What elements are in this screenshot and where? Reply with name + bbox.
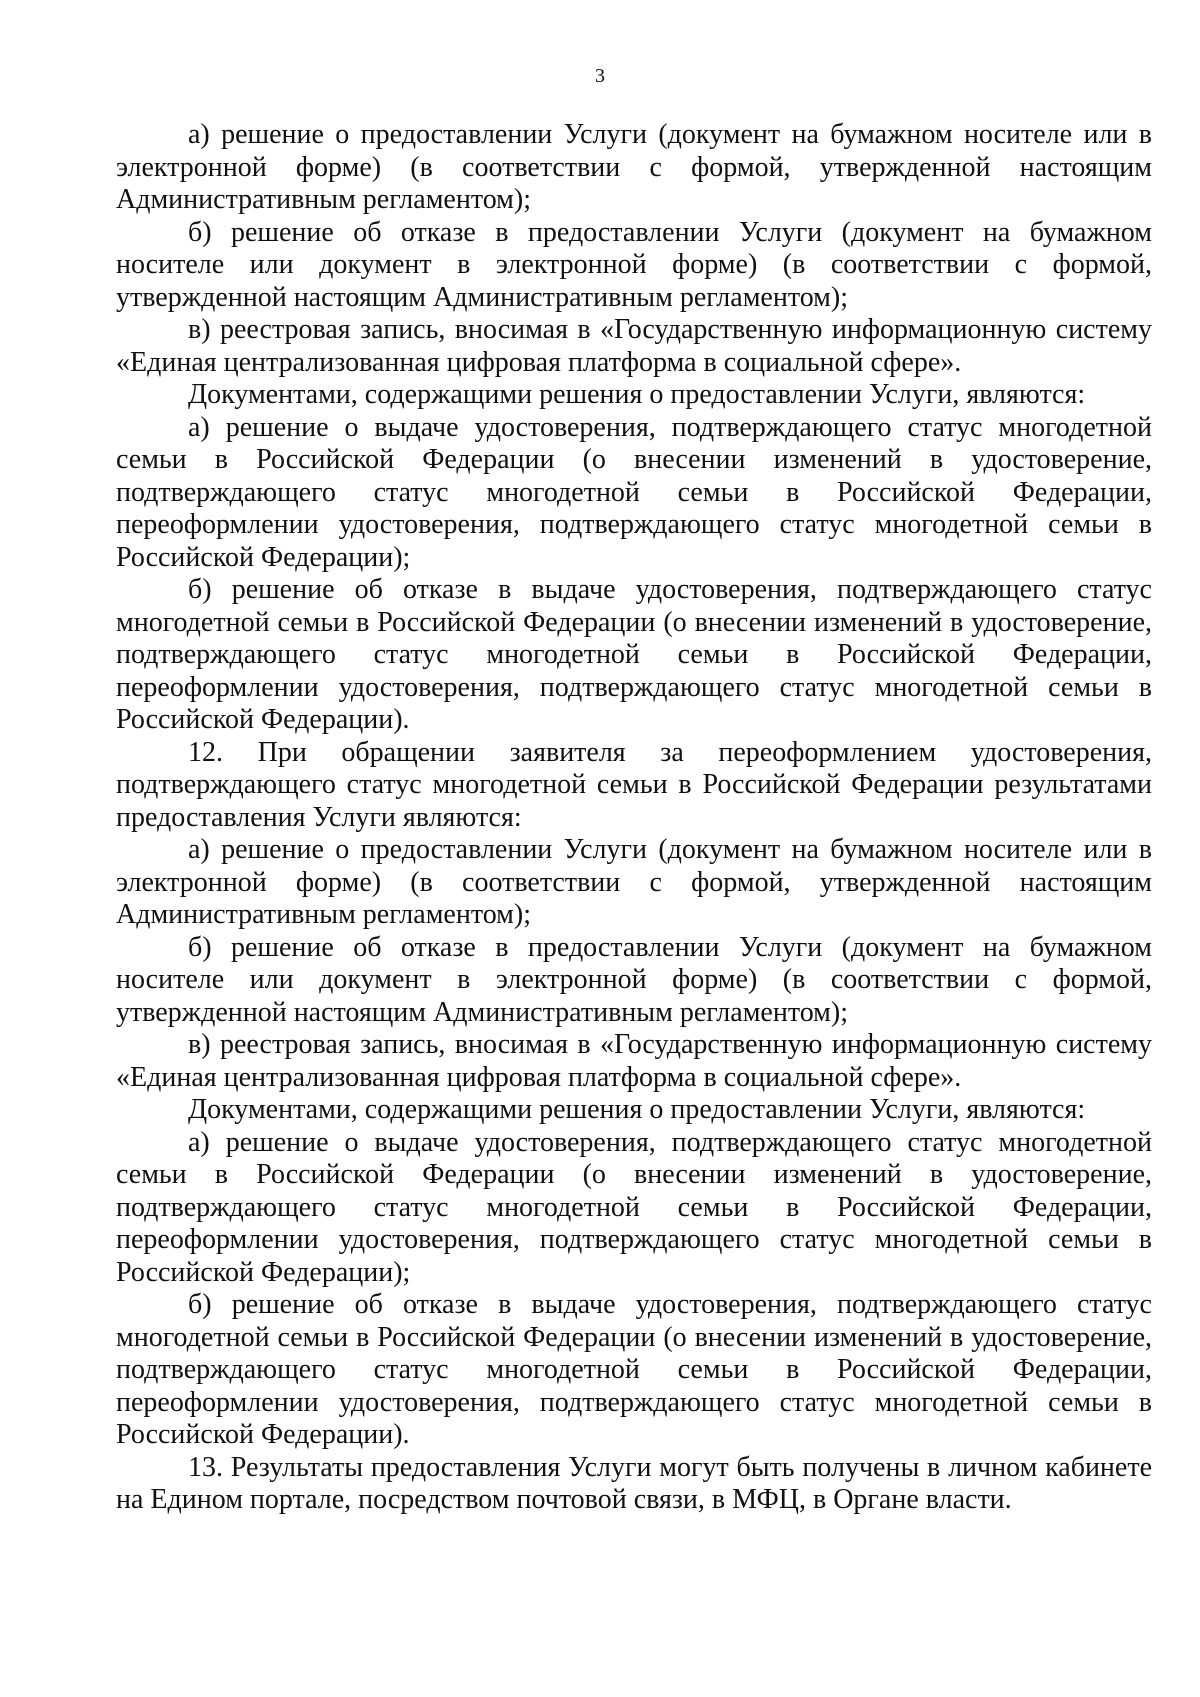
document-body	[116, 119, 1152, 1517]
paragraph-decision-documents-intro: Документами, содержащими решения о предоставлении Услуги, являются:	[188, 379, 1086, 410]
paragraph-item-13: 13. Результаты предоставления Услуги могут быть получены в личном кабинете на Едином портале, посредством почтовой связи, в МФЦ, в Органе власти.	[116, 1451, 1152, 1515]
paragraph-item-12-decision-b: б) решение об отказе в выдаче удостоверения, подтверждающего статус многодетной семьи в Российской Федерации (о внесении изменений в удостоверение, подтверждающего статус многодетной семьи в Российской Федерации, переоформлении удостоверения, подтверждающего статус многодетной семьи в Российской Федерации).	[116, 1289, 1152, 1450]
paragraph-decision-b-refusal: б) решение об отказе в выдаче удостоверения, подтверждающего статус многодетной семьи в Российской Федерации (о внесении изменений в удостоверение, подтверждающего статус многодетной семьи в Российской Федерации, переоформлении удостоверения, подтверждающего статус многодетной семьи в Российской Федерации).	[116, 574, 1152, 735]
paragraph-item-12-result-b: б) решение об отказе в предоставлении Услуги (документ на бумажном носителе или документ в электронной форме) (в соответствии с формой, утвержденной настоящим Административным регламентом);	[116, 931, 1152, 1028]
paragraph-item-12-documents-intro: Документами, содержащими решения о предоставлении Услуги, являются:	[188, 1094, 1086, 1125]
paragraph-decision-a-issue: а) решение о выдаче удостоверения, подтверждающего статус многодетной семьи в Российской Федерации (о внесении изменений в удостоверение, подтверждающего статус многодетной семьи в Российской Федерации, переоформлении удостоверения, подтверждающего статус многодетной семьи в Российской Федерации);	[116, 411, 1152, 573]
paragraph-result-v-registry-entry: в) реестровая запись, вносимая в «Государственную информационную систему «Единая централизованная цифровая платформа в социальной сфере».	[116, 314, 1152, 378]
paragraph-item-12-result-a: а) решение о предоставлении Услуги (документ на бумажном носителе или в электронной форме) (в соответствии с формой, утвержденной настоящим Административным регламентом);	[116, 834, 1152, 930]
paragraph-item-12-decision-a: а) решение о выдаче удостоверения, подтверждающего статус многодетной семьи в Российской Федерации (о внесении изменений в удостоверение, подтверждающего статус многодетной семьи в Российской Федерации, переоформлении удостоверения, подтверждающего статус многодетной семьи в Российской Федерации);	[116, 1126, 1152, 1288]
paragraph-result-a-decision: а) решение о предоставлении Услуги (документ на бумажном носителе или в электронной форме) (в соответствии с формой, утвержденной настоящим Административным регламентом);	[116, 119, 1152, 215]
page-number: 3	[595, 65, 605, 87]
paragraph-result-b-refusal: б) решение об отказе в предоставлении Услуги (документ на бумажном носителе или документ в электронной форме) (в соответствии с формой, утвержденной настоящим Административным регламентом);	[116, 216, 1152, 313]
paragraph-item-12: 12. При обращении заявителя за переоформлением удостоверения, подтверждающего статус многодетной семьи в Российской Федерации результатами предоставления Услуги являются:	[116, 736, 1152, 833]
paragraph-item-12-result-v: в) реестровая запись, вносимая в «Государственную информационную систему «Единая централизованная цифровая платформа в социальной сфере».	[116, 1029, 1152, 1093]
